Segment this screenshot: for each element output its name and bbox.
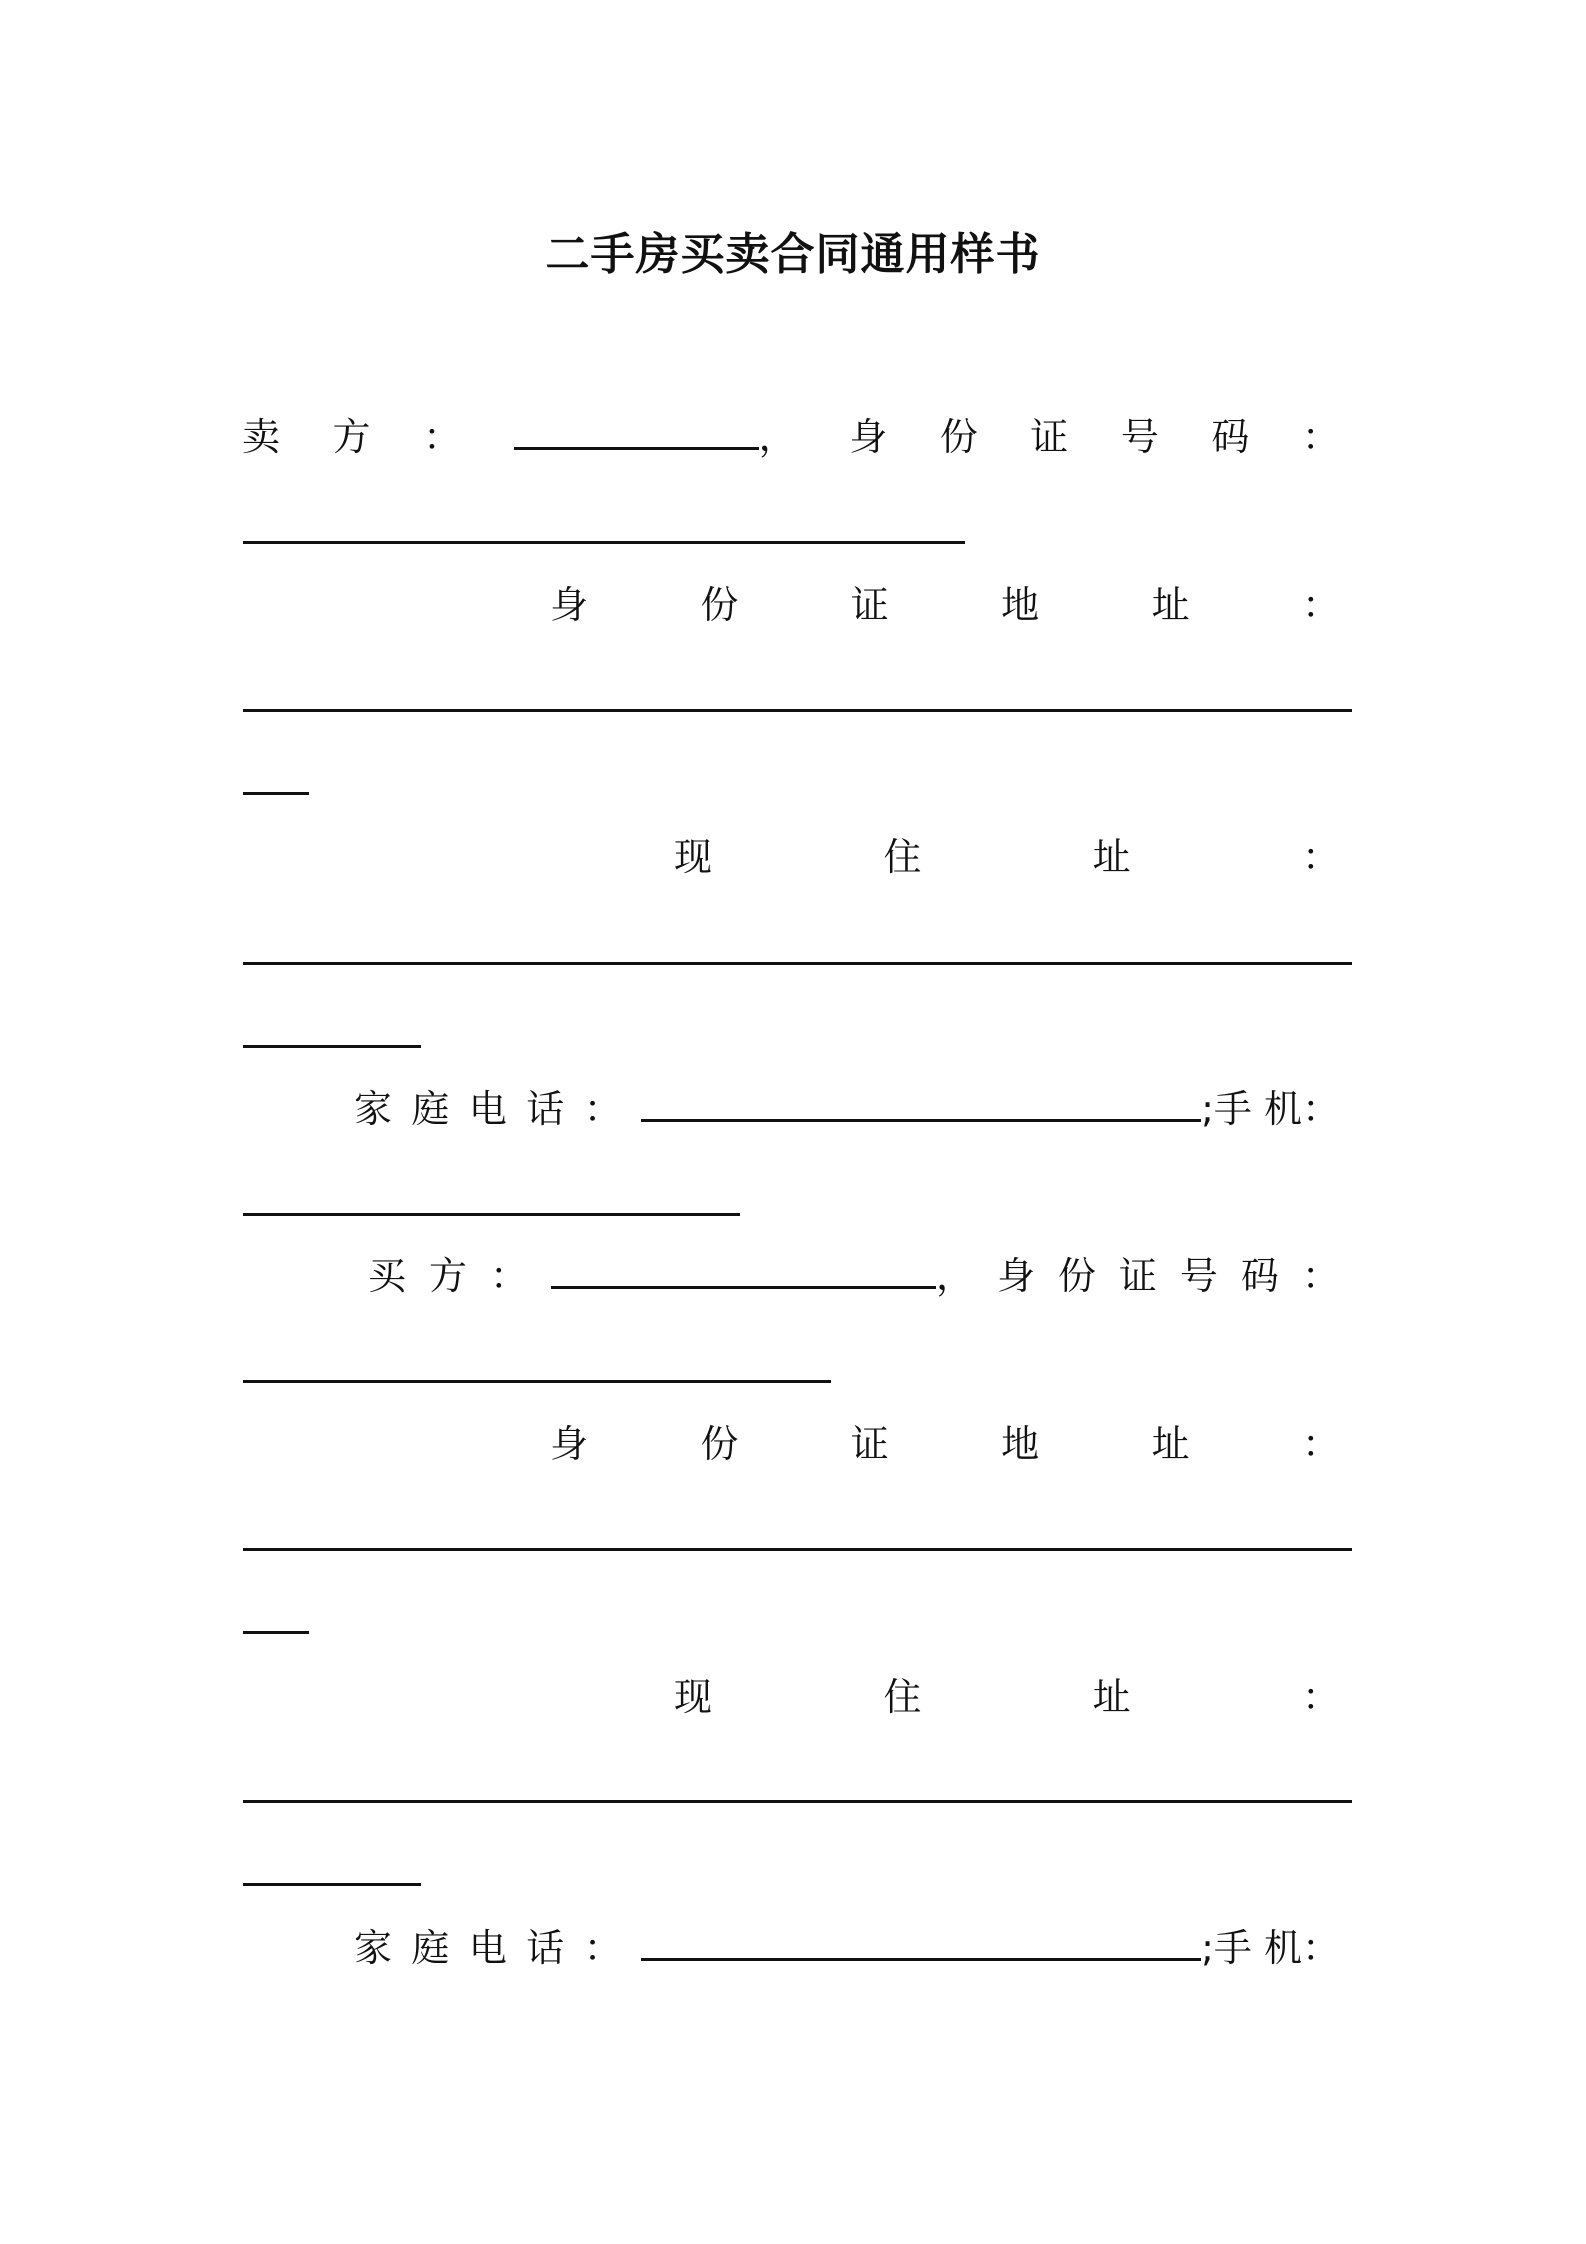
buyer-home-phone-blank[interactable] [641, 1923, 1340, 1973]
buyer-home-phone-char: 家 [354, 1926, 393, 1970]
buyer-current-address-char: 住 [883, 1675, 922, 1719]
seller-id-number-blank[interactable] [243, 541, 965, 544]
buyer-home-phone-char: ： [583, 1926, 622, 1970]
seller-id-address-blank-line1[interactable] [243, 709, 1352, 712]
buyer-id-address-blank-line2[interactable] [243, 1631, 309, 1634]
buyer-mobile-label: ;手 机： [1201, 1926, 1340, 1970]
buyer-current-address-blank-line1[interactable] [243, 1800, 1352, 1803]
seller-mobile-label: ;手 机： [1201, 1087, 1340, 1131]
seller-home-phone-char: 电 [468, 1087, 507, 1131]
seller-id-address-char: 地 [1001, 583, 1040, 627]
buyer-label-char: ： [489, 1254, 528, 1298]
seller-home-phone-char: 庭 [411, 1087, 450, 1131]
seller-id-address-char: 证 [850, 583, 889, 627]
buyer-id-label-char: 份 [1057, 1254, 1096, 1298]
separator-comma: ， [935, 1254, 974, 1298]
buyer-id-label-char: 身 [996, 1254, 1035, 1298]
buyer-current-address-char: 址 [1092, 1675, 1131, 1719]
buyer-home-phone-char: 庭 [411, 1926, 450, 1970]
seller-current-address-char: 现 [674, 835, 713, 879]
seller-label-char: 方 [332, 415, 371, 459]
seller-label-char: ： [423, 415, 462, 459]
seller-label-char: 卖 [242, 415, 281, 459]
buyer-label-char: 方 [428, 1254, 467, 1298]
seller-id-address-char: ： [1301, 583, 1340, 627]
seller-name-blank[interactable] [514, 412, 797, 462]
seller-current-address-char: 址 [1092, 835, 1131, 879]
seller-id-label-char: ： [1301, 415, 1340, 459]
buyer-home-phone-char: 话 [526, 1926, 565, 1970]
seller-id-address-row [550, 580, 1340, 630]
seller-current-address-char: 住 [883, 835, 922, 879]
seller-phone-row [354, 1084, 1340, 1134]
buyer-current-address-row [674, 1672, 1340, 1722]
seller-id-address-char: 份 [700, 583, 739, 627]
seller-id-address-char: 身 [550, 583, 589, 627]
buyer-current-address-char: ： [1301, 1675, 1340, 1719]
seller-home-phone-char: 家 [354, 1087, 393, 1131]
document-title: 二手房买卖合同通用样书 [545, 229, 1041, 280]
buyer-name-row [368, 1251, 1340, 1301]
buyer-current-address-blank-line2[interactable] [243, 1883, 421, 1886]
seller-current-address-blank-line1[interactable] [243, 962, 1352, 965]
buyer-id-address-char: 地 [1001, 1422, 1040, 1466]
buyer-id-address-char: 份 [700, 1422, 739, 1466]
seller-mobile-blank[interactable] [243, 1213, 740, 1216]
buyer-id-label-char: ： [1301, 1254, 1340, 1298]
buyer-id-address-row [550, 1419, 1340, 1469]
buyer-id-address-char: 址 [1151, 1422, 1190, 1466]
seller-id-address-char: 址 [1151, 583, 1190, 627]
seller-id-label-char: 证 [1030, 415, 1069, 459]
seller-home-phone-char: ： [583, 1087, 622, 1131]
buyer-name-blank[interactable] [551, 1251, 974, 1301]
buyer-current-address-char: 现 [674, 1675, 713, 1719]
buyer-id-address-char: 证 [850, 1422, 889, 1466]
seller-id-label-char: 份 [939, 415, 978, 459]
seller-home-phone-blank[interactable] [641, 1084, 1340, 1134]
buyer-id-number-blank[interactable] [243, 1380, 831, 1383]
seller-id-label-char: 号 [1120, 415, 1159, 459]
buyer-id-address-blank-line1[interactable] [243, 1548, 1352, 1551]
buyer-phone-row [354, 1923, 1340, 1973]
seller-id-address-blank-line2[interactable] [243, 792, 309, 795]
seller-name-row [242, 412, 1340, 462]
buyer-id-label-char: 码 [1240, 1254, 1279, 1298]
seller-id-label-char: 身 [849, 415, 888, 459]
seller-id-label-char: 码 [1211, 415, 1250, 459]
seller-current-address-row [674, 832, 1340, 882]
buyer-id-address-char: ： [1301, 1422, 1340, 1466]
buyer-home-phone-char: 电 [468, 1926, 507, 1970]
buyer-label-char: 买 [368, 1254, 407, 1298]
buyer-id-address-char: 身 [550, 1422, 589, 1466]
seller-home-phone-char: 话 [526, 1087, 565, 1131]
seller-current-address-blank-line2[interactable] [243, 1045, 421, 1048]
buyer-id-label-char: 号 [1179, 1254, 1218, 1298]
buyer-id-label-char: 证 [1118, 1254, 1157, 1298]
separator-comma: ， [758, 415, 797, 459]
seller-current-address-char: ： [1301, 835, 1340, 879]
